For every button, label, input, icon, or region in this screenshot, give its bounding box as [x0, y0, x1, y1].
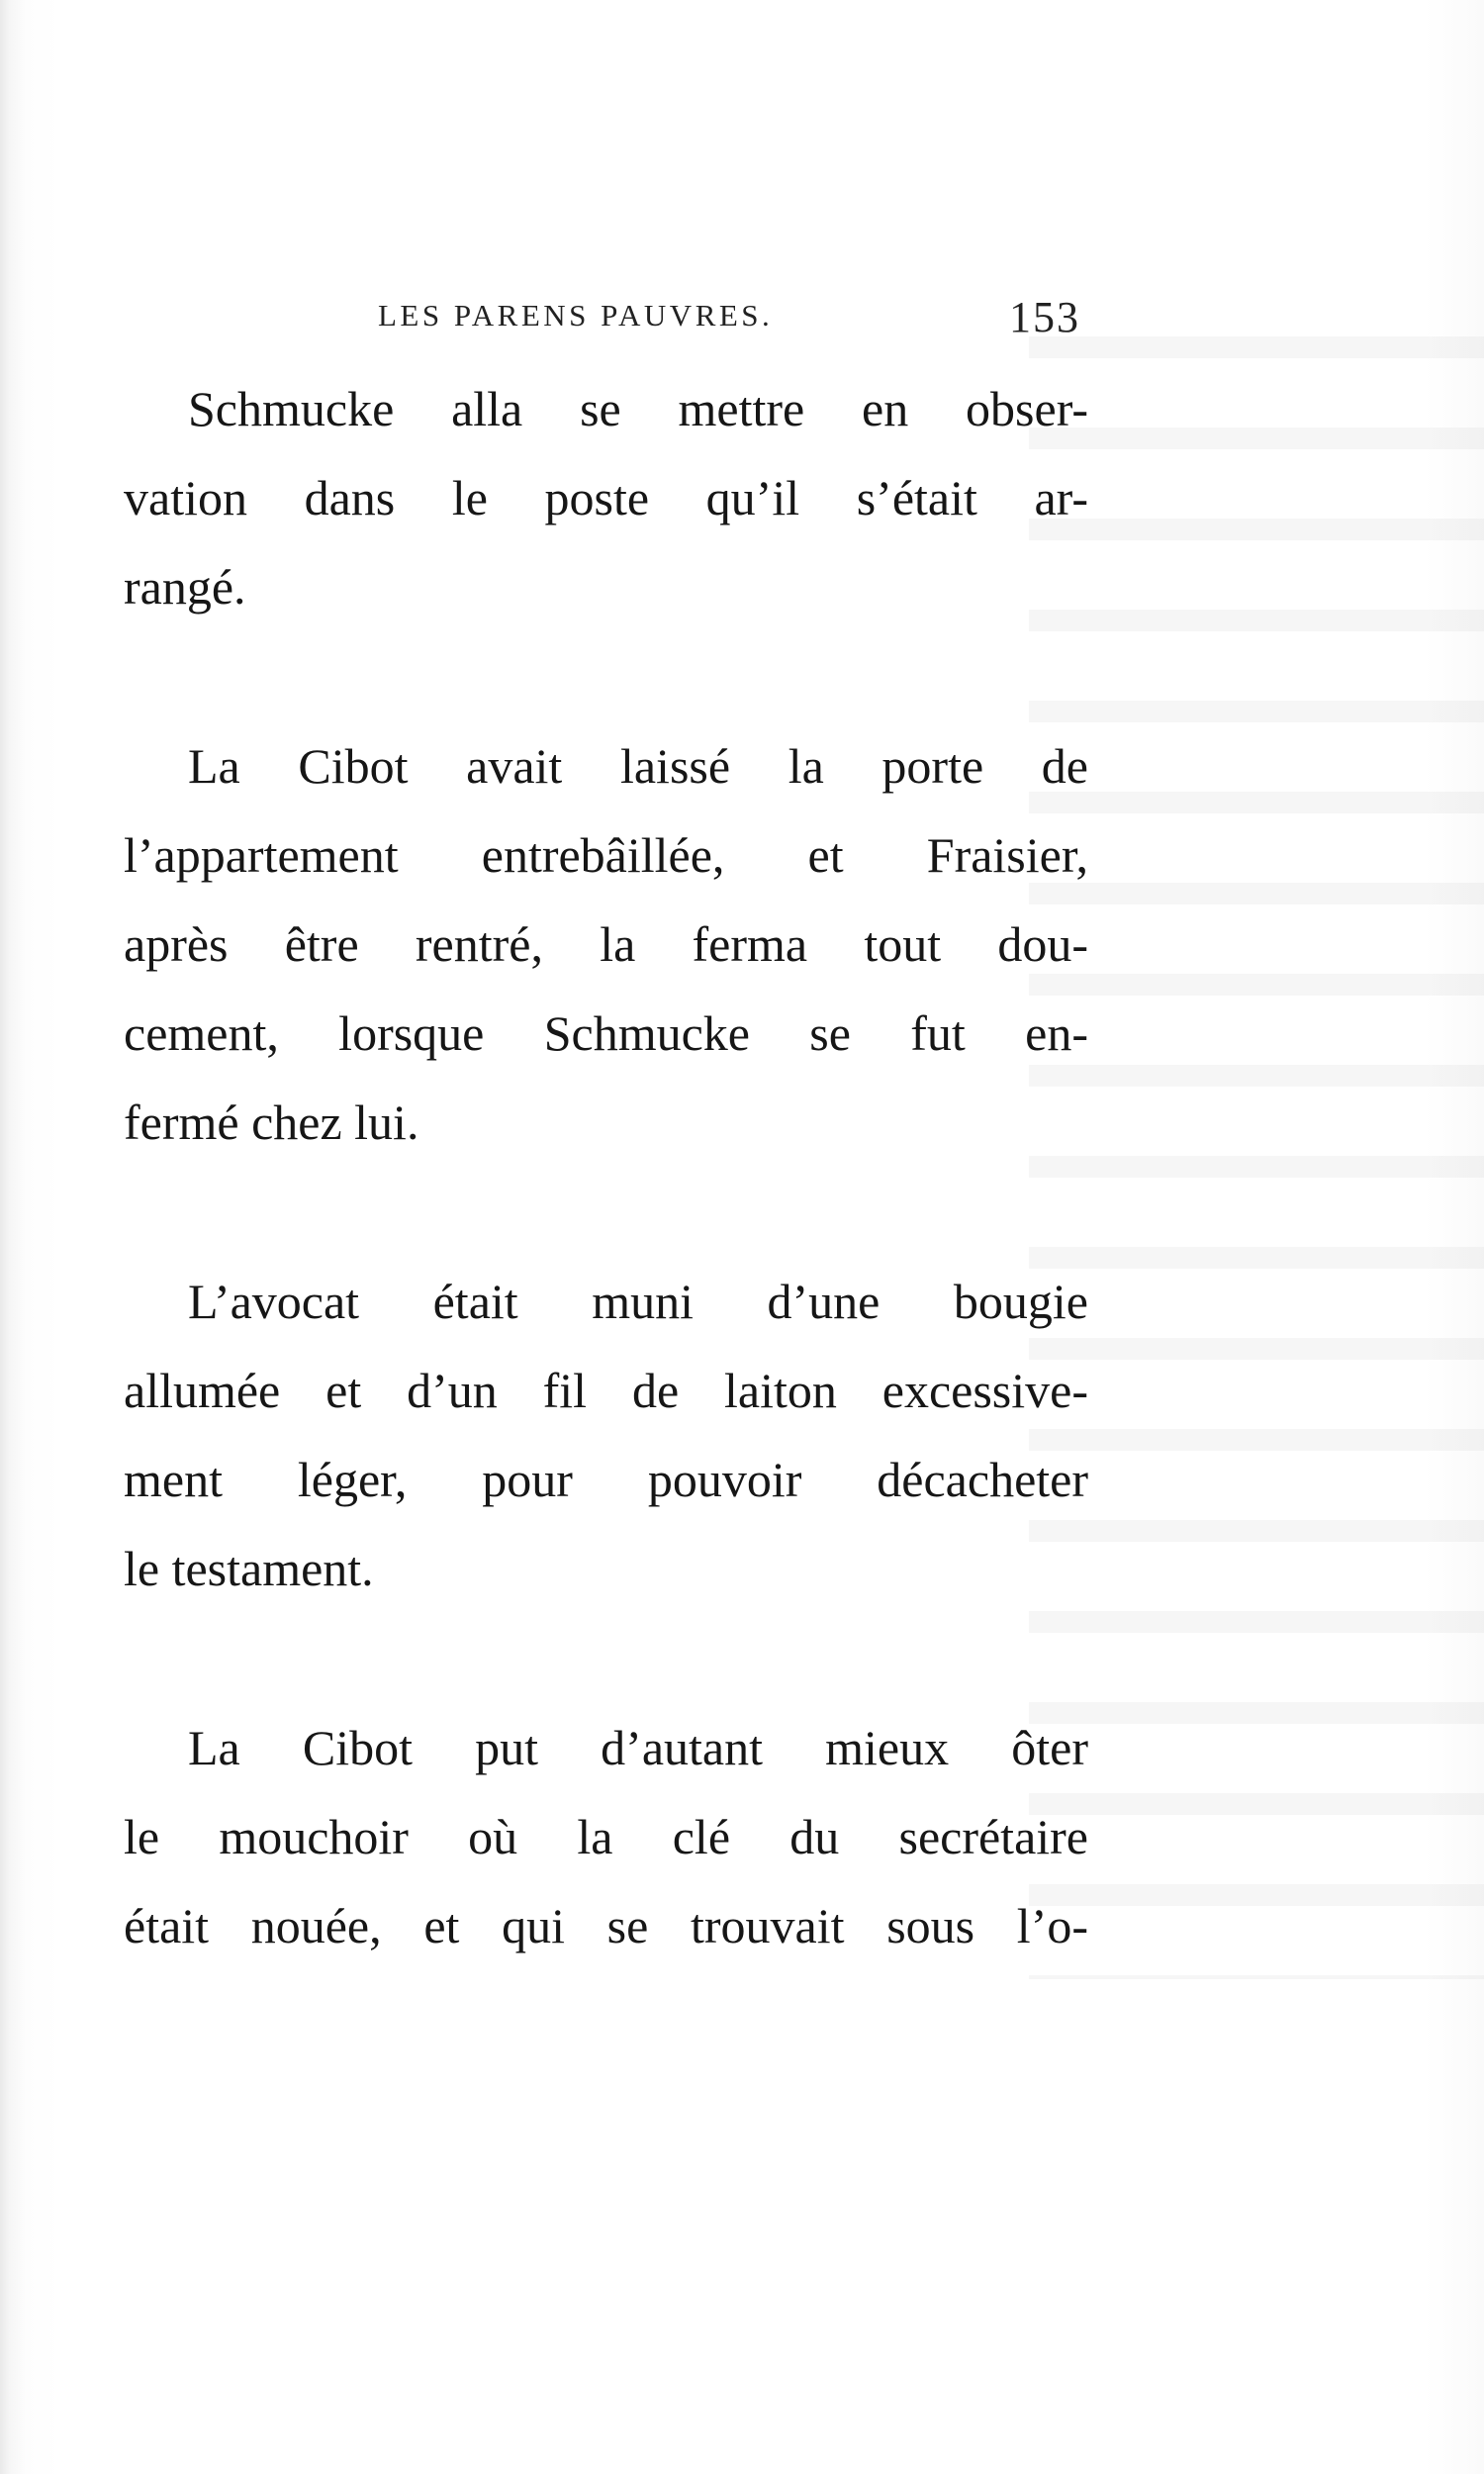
text-line: allumée et d’un fil de laiton excessive-	[124, 1363, 1088, 1418]
text-line: après être rentré, la ferma tout dou-	[124, 916, 1088, 972]
paragraph-3	[124, 1257, 1088, 1613]
text-line: le mouchoir où la clé du secrétaire	[124, 1809, 1088, 1864]
text-line: La Cibot put d’autant mieux ôter	[188, 1720, 1088, 1775]
text-line: Schmucke alla se mettre en obser-	[188, 381, 1088, 436]
text-line: cement, lorsque Schmucke se fut en-	[124, 1005, 1088, 1061]
text-line: le testament.	[124, 1541, 374, 1596]
paragraph-1	[124, 364, 1088, 631]
paragraph-2	[124, 721, 1088, 1167]
running-head: LES PARENS PAUVRES.	[378, 298, 774, 333]
text-line: fermé chez lui.	[124, 1094, 419, 1150]
page-header	[0, 292, 1484, 351]
page-number: 153	[1009, 293, 1080, 341]
text-line: vation dans le poste qu’il s’était ar-	[124, 470, 1088, 525]
body-text	[124, 364, 1088, 2060]
paragraph-4	[124, 1703, 1088, 1970]
text-line: L’avocat était muni d’une bougie	[188, 1274, 1088, 1329]
show-through-texture	[1029, 297, 1484, 1979]
text-line: ment léger, pour pouvoir décacheter	[124, 1452, 1088, 1507]
text-line: La Cibot avait laissé la porte de	[188, 738, 1088, 794]
text-line: l’appartement entrebâillée, et Fraisier,	[124, 827, 1088, 883]
text-line: était nouée, et qui se trouvait sous l’o-	[124, 1898, 1088, 1953]
text-line: rangé.	[124, 559, 246, 615]
